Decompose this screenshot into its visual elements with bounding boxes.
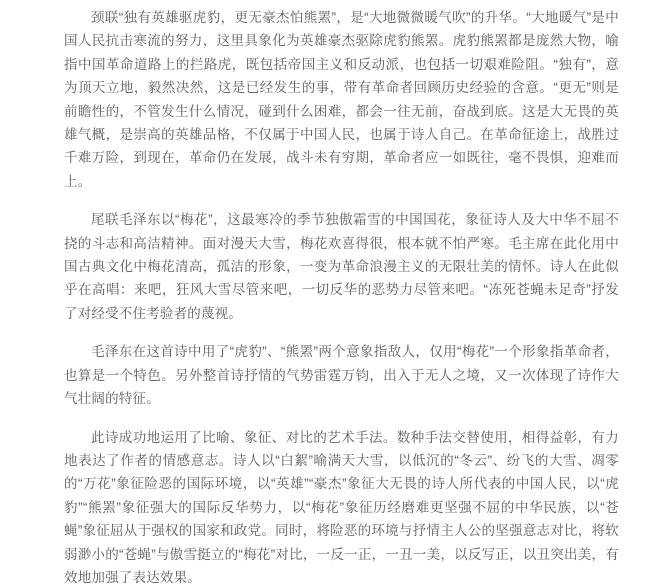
paragraph-jinglian-analysis: 颈联“独有英雄驱虎豹，更无豪杰怕熊罴”，是“大地微微暖气吹”的升华。“大地暖气”是中国人民抗击寒流的努力，这里具象化为英雄豪杰驱除虎豹熊罴。虎豹熊罴都是庞然大物，喻指中国革命道路上的拦路虎，既包括帝国主义和反动派，也包括一切艰难险阻。“独有”，意为顶天立地，毅然决然，这是已经发生的事，带有革命者回顾历史经验的含意。“更无”则是前瞻性的，不管发生什么情况，碰到什么困难，都会一往无前，奋战到底。这是大无畏的英雄气概，是崇高的英雄品格，不仅属于中国人民，也属于诗人自己。在革命征途上，战胜过千难万险，到现在，革命仍在发展，战斗未有穷期，革命者应一如既往，毫不畏惧，迎难而上。 [64,10,619,189]
paragraph-artistic-techniques: 此诗成功地运用了比喻、象征、对比的艺术手法。数种手法交替使用，相得益彰，有力地表达了作者的情感意志。诗人以“白絮”喻满天大雪，以低沉的“冬云”、纷飞的大雪、凋零的“万花”象征险恶的国际环境，以“英雄”“豪杰”象征大无畏的诗人所代表的中国人民，以“虎豹”“熊罴”象征强大的国际反华势力，以“梅花”象征历经磨难更坚强不屈的中华民族，以“苍蝇”象征屈从于强权的国家和政党。同时，将险恶的环境与抒情主人公的坚强意志对比，将软弱渺小的“苍蝇”与傲雪挺立的“梅花”对比，一反一正，一丑一美，以反写正，以丑突出美，有效地加强了表达效果。 [64,429,619,585]
paragraph-imagery-summary: 毛泽东在这首诗中用了“虎豹”、“熊罴”两个意象指敌人，仅用“梅花”一个形象指革命者，也算是一个特色。另外整首诗抒情的气势雷霆万钧，出入于无人之境，又一次体现了诗作大气壮阔的特征。 [64,344,619,407]
article-body [64,6,619,587]
paragraph-weilian-analysis: 尾联毛泽东以“梅花”，这最寒冷的季节独傲霜雪的中国国花，象征诗人及大中华不屈不挠的斗志和高洁精神。面对漫天大雪，梅花欢喜得很，根本就不怕严寒。毛主席在此化用中国古典文化中梅花清高，孤洁的形象，一变为革命浪漫主义的无限壮美的情怀。诗人在此似乎在高唱：来吧，狂风大雪尽管来吧，一切反华的恶势力尽管来吧。“冻死苍蝇未足奇”抒发了对经受不住考验者的蔑视。 [64,212,619,321]
